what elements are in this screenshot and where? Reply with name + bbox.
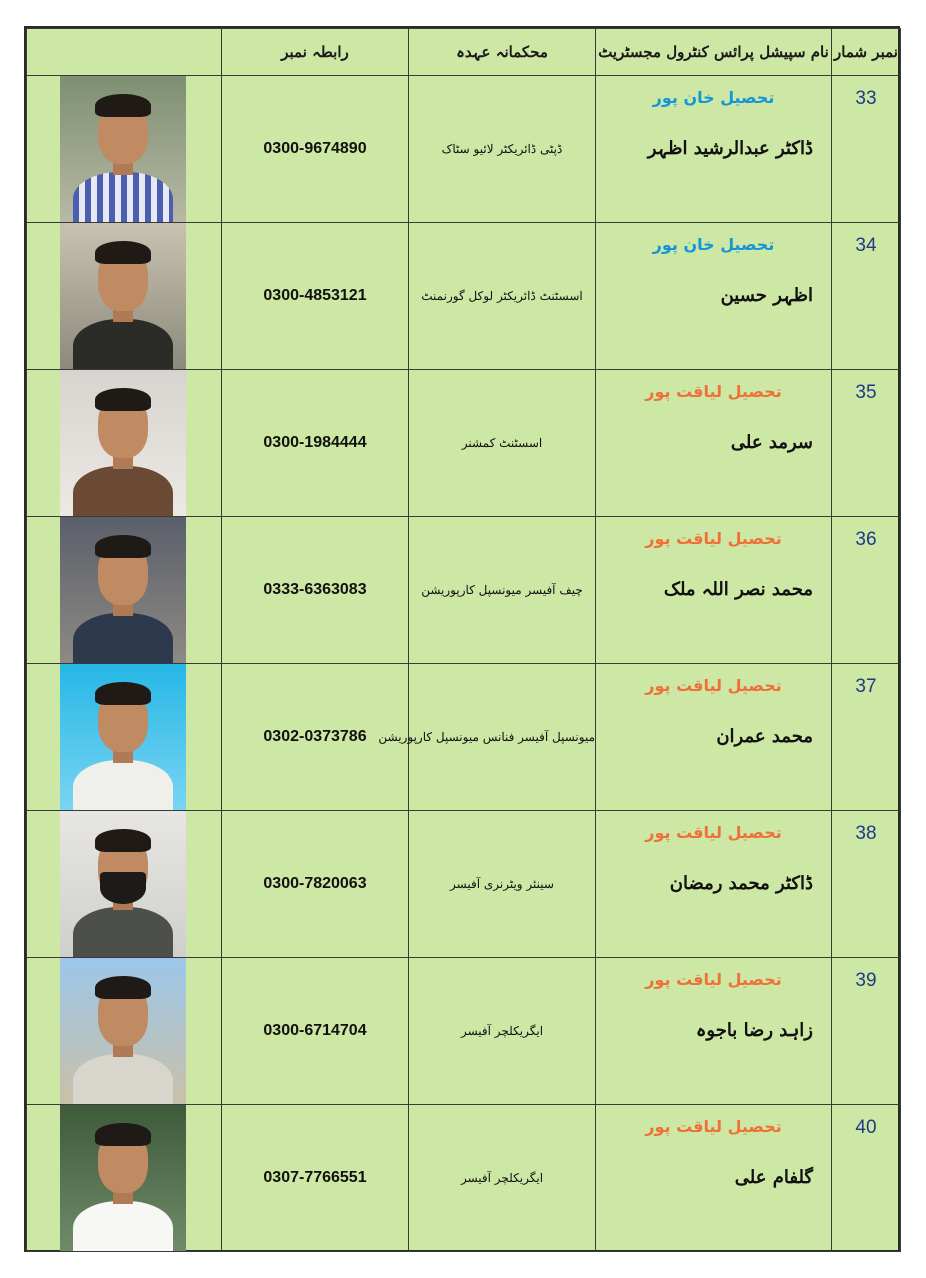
photo-shirt — [73, 907, 174, 957]
magistrate-name: ڈاکٹر عبدالرشید اظہر — [647, 138, 813, 159]
table-row — [27, 517, 901, 664]
table-row — [27, 1105, 901, 1252]
photo-hair — [95, 1123, 150, 1146]
photo-cell — [27, 1105, 222, 1252]
magistrate-table — [26, 28, 901, 1252]
magistrate-name: گلفام علی — [734, 1167, 813, 1188]
designation: سینئر ویٹرنری آفیسر — [409, 811, 596, 958]
serial-number: 36 — [832, 517, 901, 664]
photo-beard — [100, 872, 145, 904]
contact-number: 0300-7820063 — [222, 811, 409, 958]
tehsil-label: تحصیل لیاقت پور — [645, 970, 782, 989]
photo-shirt — [73, 760, 174, 810]
table-row — [27, 958, 901, 1105]
photo-shirt — [73, 613, 174, 663]
magistrate-name: زاہد رضا باجوہ — [695, 1020, 813, 1041]
serial-number: 33 — [832, 76, 901, 223]
tehsil-label: تحصیل لیاقت پور — [645, 823, 782, 842]
person-photo — [60, 958, 186, 1104]
photo-cell — [27, 664, 222, 811]
contact-number: 0300-6714704 — [222, 958, 409, 1105]
photo-cell — [27, 370, 222, 517]
table-row — [27, 223, 901, 370]
person-photo — [60, 517, 186, 663]
tehsil-label: تحصیل خان پور — [652, 235, 775, 254]
person-photo — [60, 1105, 186, 1251]
photo-hair — [95, 388, 150, 411]
photo-shirt — [73, 1054, 174, 1104]
photo-shirt — [73, 1201, 174, 1251]
serial-number: 35 — [832, 370, 901, 517]
serial-number: 37 — [832, 664, 901, 811]
serial-number: 40 — [832, 1105, 901, 1252]
photo-hair — [95, 829, 150, 852]
designation: ڈپٹی ڈائریکٹر لائیو سٹاک — [409, 76, 596, 223]
name-cell — [596, 223, 832, 370]
person-photo — [60, 664, 186, 810]
contact-number: 0302-0373786 — [222, 664, 409, 811]
photo-cell — [27, 76, 222, 223]
photo-cell — [27, 223, 222, 370]
tehsil-label: تحصیل لیاقت پور — [645, 529, 782, 548]
photo-hair — [95, 94, 150, 117]
person-photo — [60, 76, 186, 222]
contact-number: 0300-1984444 — [222, 370, 409, 517]
header-contact: رابطہ نمبر — [222, 29, 409, 76]
name-cell — [596, 76, 832, 223]
designation: میونسپل آفیسر فنانس میونسپل کارپوریشن — [409, 664, 596, 811]
tehsil-label: تحصیل خان پور — [652, 88, 775, 107]
contact-number: 0307-7766551 — [222, 1105, 409, 1252]
contact-number: 0333-6363083 — [222, 517, 409, 664]
magistrate-name: اظہر حسین — [720, 285, 813, 306]
designation: چیف آفیسر میونسپل کارپوریشن — [409, 517, 596, 664]
header-photo — [27, 29, 222, 76]
name-cell — [596, 664, 832, 811]
person-photo — [60, 370, 186, 516]
name-cell — [596, 1105, 832, 1252]
table-row — [27, 76, 901, 223]
name-cell — [596, 958, 832, 1105]
table-row — [27, 370, 901, 517]
photo-cell — [27, 958, 222, 1105]
magistrate-name: محمد نصر اللہ ملک — [663, 579, 813, 600]
designation: ایگریکلچر آفیسر — [409, 1105, 596, 1252]
magistrate-name: ڈاکٹر محمد رمضان — [669, 873, 813, 894]
serial-number: 39 — [832, 958, 901, 1105]
designation: اسسٹنٹ کمشنر — [409, 370, 596, 517]
photo-hair — [95, 682, 150, 705]
name-cell — [596, 811, 832, 958]
designation: ایگریکلچر آفیسر — [409, 958, 596, 1105]
contact-number: 0300-4853121 — [222, 223, 409, 370]
name-cell — [596, 517, 832, 664]
magistrate-name: سرمد علی — [730, 432, 813, 453]
tehsil-label: تحصیل لیاقت پور — [645, 382, 782, 401]
serial-number: 38 — [832, 811, 901, 958]
person-photo — [60, 223, 186, 369]
tehsil-label: تحصیل لیاقت پور — [645, 1117, 782, 1136]
contact-number: 0300-9674890 — [222, 76, 409, 223]
name-cell — [596, 370, 832, 517]
person-photo — [60, 811, 186, 957]
photo-shirt — [73, 172, 174, 222]
table-row — [27, 664, 901, 811]
header-row — [27, 29, 901, 76]
serial-number: 34 — [832, 223, 901, 370]
table-row — [27, 811, 901, 958]
photo-shirt — [73, 319, 174, 369]
magistrate-name: محمد عمران — [716, 726, 813, 747]
photo-hair — [95, 535, 150, 558]
header-serial: نمبر شمار — [832, 29, 901, 76]
photo-hair — [95, 241, 150, 264]
header-name: نام سپیشل پرائس کنٹرول مجسٹریٹ — [596, 29, 832, 76]
photo-cell — [27, 811, 222, 958]
designation: اسسٹنٹ ڈائریکٹر لوکل گورنمنٹ — [409, 223, 596, 370]
tehsil-label: تحصیل لیاقت پور — [645, 676, 782, 695]
header-designation: محکمانہ عہدہ — [409, 29, 596, 76]
photo-shirt — [73, 466, 174, 516]
magistrate-table-sheet — [24, 26, 900, 1252]
photo-hair — [95, 976, 150, 999]
photo-cell — [27, 517, 222, 664]
